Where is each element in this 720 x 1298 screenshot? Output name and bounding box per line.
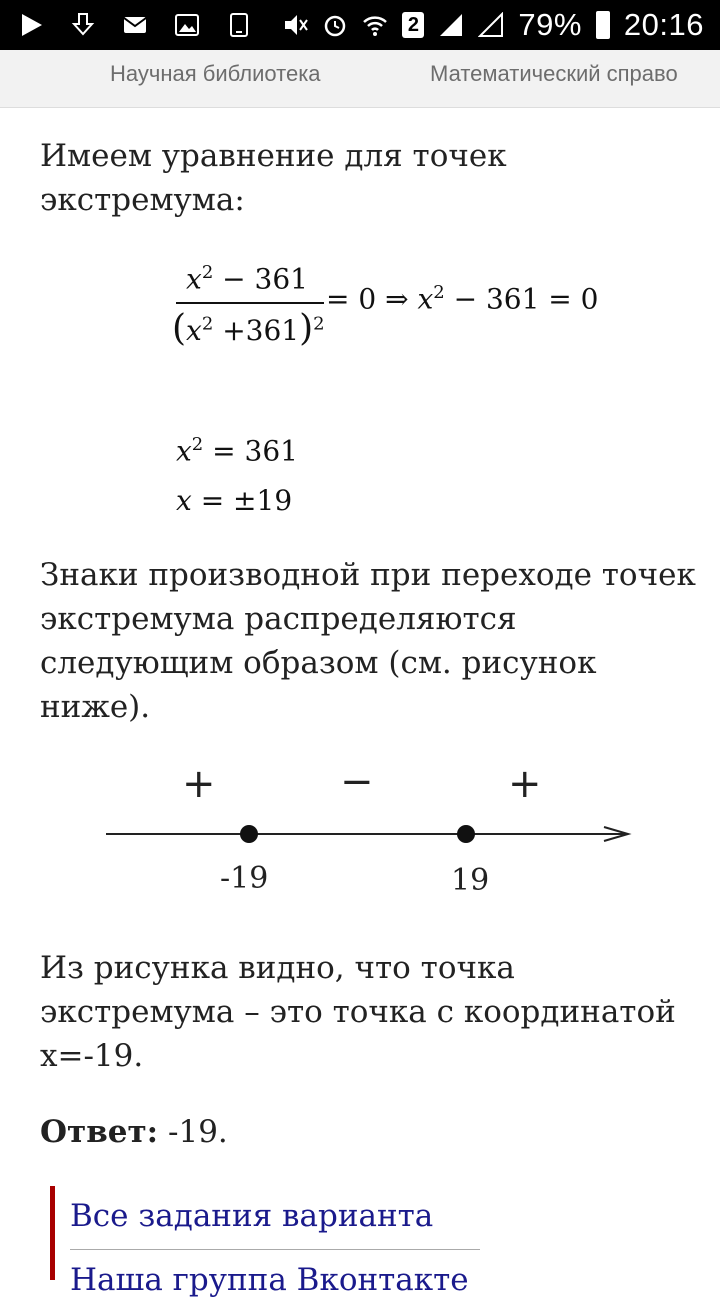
paragraph-extremum-equation: Имеем уравнение для точек экстремума: <box>40 138 507 218</box>
mail-icon <box>122 12 148 38</box>
sign-plus-right: + <box>508 761 542 807</box>
sim-2-icon: 2 <box>402 12 424 38</box>
links-divider <box>70 1249 480 1250</box>
number-line-figure <box>100 755 640 905</box>
mute-icon <box>282 12 308 38</box>
signal-icon <box>478 12 504 38</box>
label-minus-19: -19 <box>220 861 269 896</box>
answer-value: -19. <box>158 1114 228 1150</box>
download-icon <box>70 12 96 38</box>
tab-library[interactable]: Научная библиотека <box>110 61 321 86</box>
site-nav <box>0 50 720 108</box>
image-icon <box>174 12 200 38</box>
link-vk-group[interactable]: Наша группа Вконтакте <box>70 1262 469 1298</box>
signal-icon <box>438 12 464 38</box>
alarm-icon <box>322 12 348 38</box>
link-all-tasks[interactable]: Все задания варианта <box>70 1198 434 1234</box>
tab-math-reference[interactable]: Математический справо <box>430 61 678 86</box>
equation-x-roots: x = ±19 <box>176 484 293 517</box>
label-19: 19 <box>451 863 490 898</box>
battery-percent: 79% <box>518 7 582 42</box>
wifi-icon <box>362 12 388 38</box>
phone-screen-icon <box>226 12 252 38</box>
point-minus-19 <box>240 825 258 843</box>
play-icon <box>18 12 44 38</box>
point-19 <box>457 825 475 843</box>
paragraph-derivative-signs: Знаки производной при переходе точек экстремума распределяются следующим образом (см. рисунок ниже). <box>40 557 696 725</box>
battery-icon <box>596 11 610 39</box>
sign-minus-middle: − <box>340 759 374 805</box>
equation-x-squared: $x^2 = 361$ <box>176 434 298 468</box>
paragraph-conclusion: Из рисунка видно, что точка экстремума – это точка с координатой x=-19. <box>40 950 676 1074</box>
answer-line <box>40 1110 700 1154</box>
answer-label: Ответ: <box>40 1114 159 1150</box>
links-accent-bar <box>50 1186 55 1280</box>
status-bar <box>0 0 720 50</box>
number-line-axis <box>100 755 640 905</box>
sign-plus-left: + <box>182 761 216 807</box>
clock: 20:16 <box>623 7 704 42</box>
